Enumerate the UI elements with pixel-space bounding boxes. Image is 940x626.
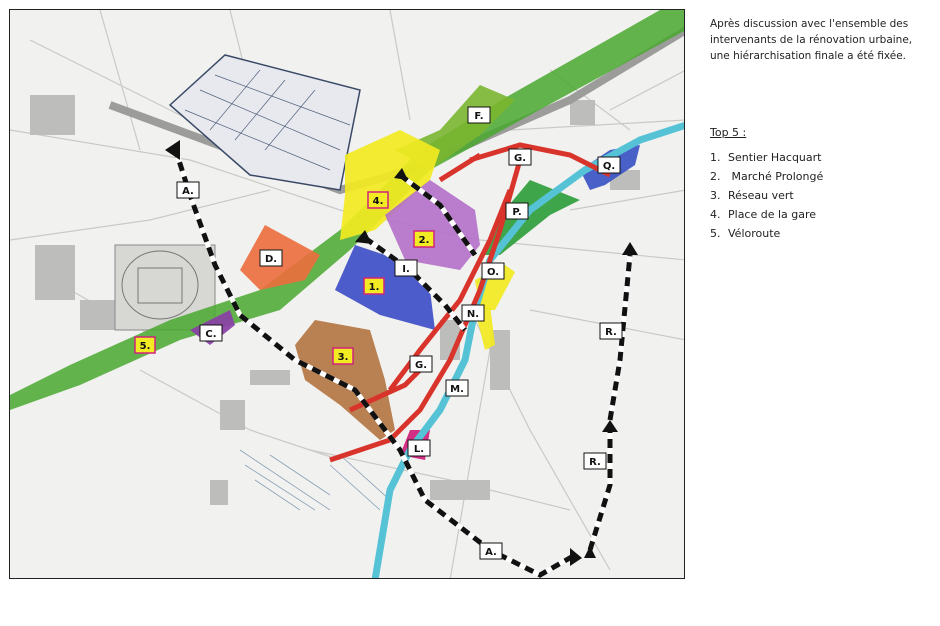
svg-text:D.: D. — [264, 254, 278, 265]
intro-text: Après discussion avec l'ensemble des intervenants de la rénovation urbaine, une hiérarchisation finale a été fixée. — [710, 18, 913, 62]
svg-text:G.: G. — [414, 360, 428, 371]
svg-text:5.: 5. — [139, 341, 151, 352]
svg-text:L.: L. — [413, 444, 425, 455]
label-priority-2 — [414, 231, 434, 247]
label-p — [506, 203, 528, 219]
label-a-bottom — [480, 543, 502, 559]
list-item: 4. Place de la gare — [710, 208, 817, 221]
label-r-top — [600, 323, 622, 339]
label-l — [408, 440, 430, 456]
label-g-top — [509, 149, 531, 165]
label-g-mid — [410, 356, 432, 372]
svg-text:A.: A. — [182, 186, 194, 197]
label-priority-4 — [368, 192, 388, 208]
svg-text:2.: 2. — [418, 235, 430, 246]
svg-text:F.: F. — [474, 111, 484, 122]
list-item: 1. Sentier Hacquart — [710, 151, 822, 164]
label-m — [446, 380, 468, 396]
label-priority-1 — [364, 278, 384, 294]
svg-text:R.: R. — [589, 457, 601, 468]
label-q — [598, 157, 620, 173]
svg-text:O.: O. — [486, 267, 500, 278]
svg-text:C.: C. — [205, 329, 217, 340]
top-5-list — [710, 151, 925, 246]
list-item: 5. Véloroute — [710, 227, 781, 240]
svg-text:Q.: Q. — [602, 161, 616, 172]
label-c — [200, 325, 222, 341]
label-n — [462, 305, 484, 321]
svg-text:M.: M. — [450, 384, 464, 395]
label-d — [260, 250, 282, 266]
label-i — [395, 260, 417, 276]
list-item: 3. Réseau vert — [710, 189, 794, 202]
svg-text:A.: A. — [485, 547, 497, 558]
svg-text:I.: I. — [402, 264, 410, 275]
hatched-zone — [170, 55, 360, 190]
label-o — [482, 263, 504, 279]
svg-text:R.: R. — [605, 327, 617, 338]
label-priority-5 — [135, 337, 155, 353]
svg-text:P.: P. — [512, 207, 522, 218]
list-item: 2. Marché Prolongé — [710, 170, 824, 183]
label-a-top — [177, 182, 199, 198]
site-plan-map — [9, 9, 685, 579]
top-5-title: Top 5 : — [710, 126, 747, 139]
svg-text:4.: 4. — [372, 196, 384, 207]
svg-text:1.: 1. — [368, 282, 380, 293]
label-priority-3 — [333, 348, 353, 364]
label-f — [468, 107, 490, 123]
housing-hatch-zone — [240, 450, 390, 510]
svg-text:3.: 3. — [337, 352, 349, 363]
priority-panel — [710, 16, 925, 246]
svg-text:N.: N. — [466, 309, 480, 320]
label-r-bottom — [584, 453, 606, 469]
svg-text:G.: G. — [513, 153, 527, 164]
